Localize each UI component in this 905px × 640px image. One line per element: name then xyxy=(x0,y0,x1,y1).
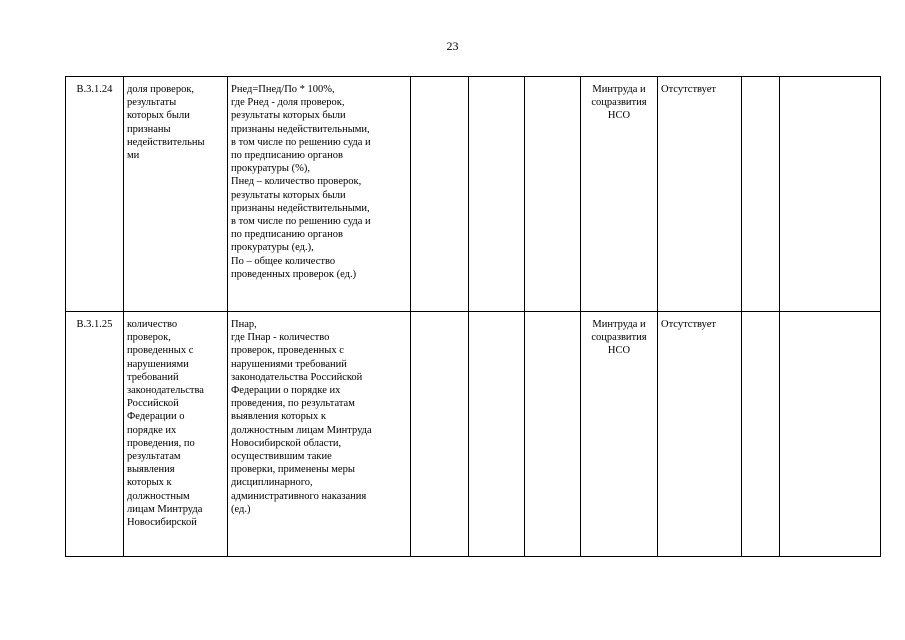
empty-cell xyxy=(469,312,525,557)
formula-line: дисциплинарного, xyxy=(231,477,313,489)
name-line: Российской xyxy=(127,398,179,410)
formula-line: в том числе по решению суда и xyxy=(231,216,371,228)
formula-line: прокуратуры (ед.), xyxy=(231,242,314,254)
formula-line: законодательства Российской xyxy=(231,371,363,383)
name-line: Новосибирской xyxy=(127,517,197,529)
name-line: признаны xyxy=(127,123,171,135)
name-line: результатам xyxy=(127,451,181,463)
formula-line: признаны недействительными, xyxy=(231,123,370,135)
indicator-table xyxy=(65,76,881,557)
indicator-code: В.3.1.24 xyxy=(76,84,113,95)
table-row xyxy=(66,77,881,312)
name-line: недействительны xyxy=(127,136,205,148)
formula-line: проведенных проверок (ед.) xyxy=(231,268,357,280)
empty-cell xyxy=(525,77,581,312)
name-line: лицам Минтруда xyxy=(127,503,203,515)
formula-line: выявления которых к xyxy=(231,411,326,423)
empty-cell xyxy=(411,77,469,312)
name-line: проведенных с xyxy=(127,345,194,357)
empty-cell xyxy=(780,77,881,312)
formula-line: Пнед – количество проверок, xyxy=(231,176,362,188)
formula-line: проверки, применены меры xyxy=(231,464,355,476)
formula-line: результаты которых были xyxy=(231,110,346,122)
formula-line: административного наказания xyxy=(231,490,367,502)
responsible-line: Минтруда и xyxy=(592,84,646,95)
name-line: ми xyxy=(127,150,140,162)
empty-cell xyxy=(525,312,581,557)
formula-line: Пнар, xyxy=(231,319,257,330)
responsible-line: НСО xyxy=(607,110,631,122)
formula-line: где Пнар - количество xyxy=(231,332,330,344)
responsible-line: соцразвития xyxy=(591,97,647,109)
name-line: результаты xyxy=(127,97,177,109)
status-cell xyxy=(658,312,742,557)
indicator-formula-cell xyxy=(228,312,411,557)
responsible-line: Минтруда и xyxy=(592,319,646,330)
empty-cell xyxy=(780,312,881,557)
name-line: законодательства xyxy=(127,385,204,397)
name-line: Федерации о xyxy=(127,411,185,423)
formula-line: (ед.) xyxy=(231,503,251,515)
responsible-cell xyxy=(581,312,658,557)
formula-line: Федерации о порядке их xyxy=(231,385,341,397)
table-row xyxy=(66,312,881,557)
responsible-cell xyxy=(581,77,658,312)
empty-cell xyxy=(469,77,525,312)
name-line: порядке их xyxy=(127,424,177,436)
name-line: нарушениями xyxy=(127,358,189,370)
name-line: требований xyxy=(127,371,179,383)
name-line: которых к xyxy=(127,477,172,489)
name-line: доля проверок, xyxy=(127,84,195,95)
status-text: Отсутствует xyxy=(661,319,716,330)
formula-line: нарушениями требований xyxy=(231,358,347,370)
status-text: Отсутствует xyxy=(661,84,716,95)
formula-line: по предписанию органов xyxy=(231,150,343,162)
name-line: должностным xyxy=(127,490,190,502)
formula-line: Рнед=Пнед/По * 100%, xyxy=(231,84,335,95)
indicator-name-cell xyxy=(124,312,228,557)
formula-line: должностным лицам Минтруда xyxy=(231,424,372,436)
responsible-line: НСО xyxy=(607,345,631,357)
indicator-code-cell xyxy=(66,312,124,557)
formula-line: по предписанию органов xyxy=(231,229,343,241)
name-line: проведения, по xyxy=(127,437,195,449)
formula-line: признаны недействительными, xyxy=(231,202,370,214)
formula-line: где Рнед - доля проверок, xyxy=(231,97,345,109)
name-line: количество xyxy=(127,319,178,330)
indicator-name-cell xyxy=(124,77,228,312)
empty-cell xyxy=(742,77,780,312)
indicator-code: В.3.1.25 xyxy=(76,319,113,330)
formula-line: По – общее количество xyxy=(231,255,336,267)
formula-line: в том числе по решению суда и xyxy=(231,136,371,148)
page-number: 23 xyxy=(446,39,459,53)
empty-cell xyxy=(742,312,780,557)
formula-line: проверок, проведенных с xyxy=(231,345,344,357)
formula-line: прокуратуры (%), xyxy=(231,163,310,175)
formula-line: проведения, по результатам xyxy=(231,398,355,410)
formula-line: осуществившим такие xyxy=(231,451,332,463)
indicator-code-cell xyxy=(66,77,124,312)
name-line: выявления xyxy=(127,464,175,476)
indicator-formula-cell xyxy=(228,77,411,312)
empty-cell xyxy=(411,312,469,557)
formula-line: результаты которых были xyxy=(231,189,346,201)
name-line: проверок, xyxy=(127,332,171,344)
formula-line: Новосибирской области, xyxy=(231,437,342,449)
status-cell xyxy=(658,77,742,312)
name-line: которых были xyxy=(127,110,190,122)
responsible-line: соцразвития xyxy=(591,332,647,344)
